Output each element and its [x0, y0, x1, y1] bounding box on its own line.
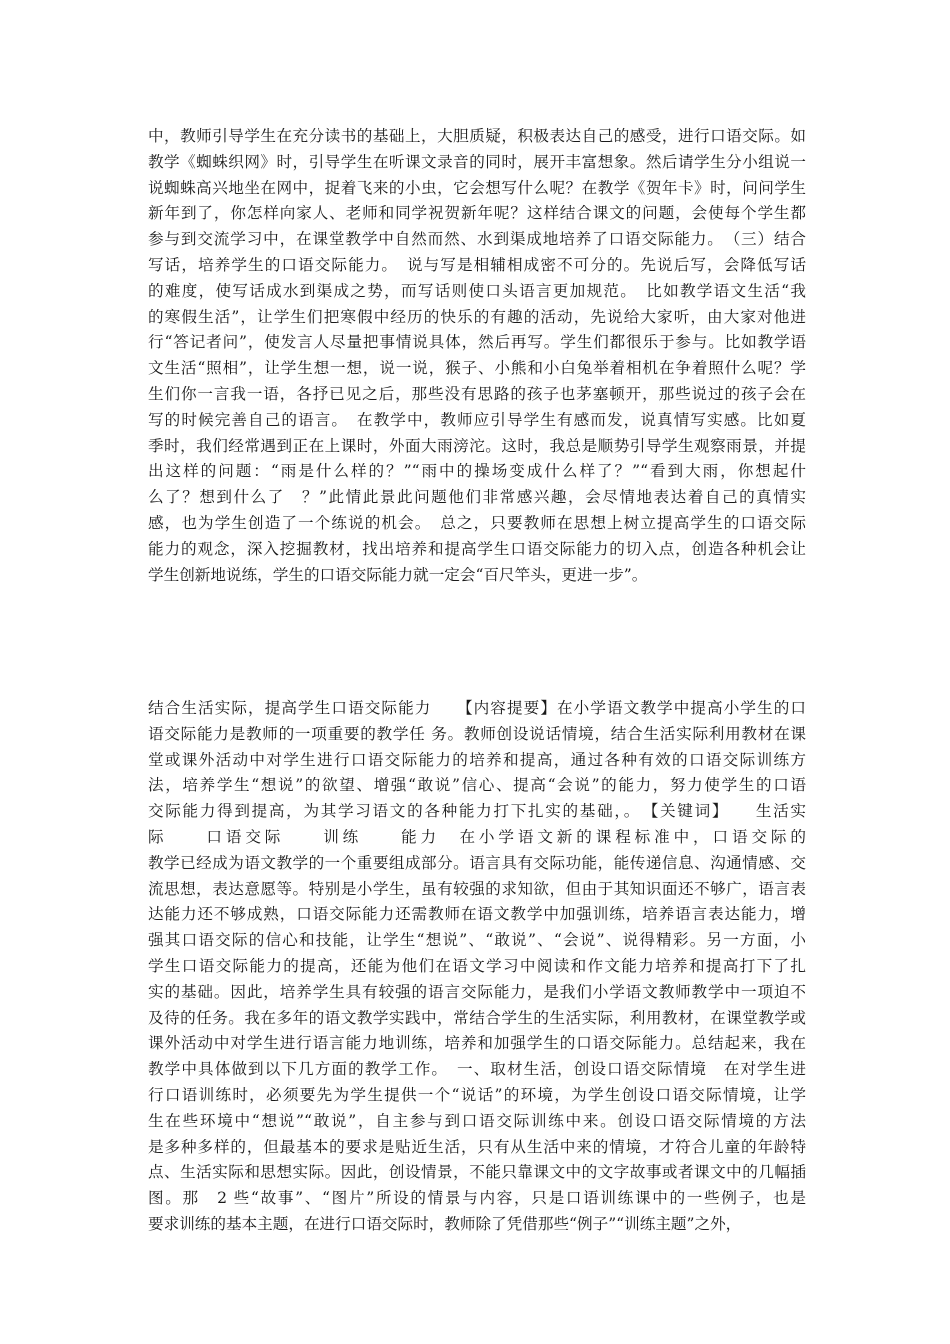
- section2-text-line: 语交际能力是教师的一项重要的教学任 务。教师创设说话情境，结合生活实际利用教材在课: [148, 724, 806, 743]
- section2-text-line: 强其口语交际的信心和技能，让学生“想说”、“敢说”、“会说”、说得精彩。另一方面，小: [148, 931, 806, 950]
- section2-text-line: 结合生活实际，提高学生口语交际能力 【内容提要】在小学语文教学中提高小学生的口: [148, 699, 806, 717]
- section1-text-line: 新年到了，你怎样向家人、老师和同学祝贺新年呢？这样结合课文的问题，会使每个学生都: [148, 204, 806, 223]
- section2-text-line: 交际能力得到提高，为其学习语文的各种能力打下扎实的基础，。 【关键词】 生活实: [148, 802, 806, 821]
- section1-text-line: 教学《蜘蛛织网》时，引导学生在听课文录音的同时，展开丰富想象。然后请学生分小组说一: [148, 152, 806, 171]
- section2-text-line: 际 口语交际 训练 能力 在小学语文新的课程标准中，口语交际的: [148, 827, 806, 846]
- section1-text-line: 写话，培养学生的口语交际能力。 说与写是相辅相成密不可分的。先说后写，会降低写话: [148, 255, 806, 274]
- section1-text-line: 么了？想到什么了 ？”此情此景此问题他们非常感兴趣，会尽情地表达着自己的真情实: [148, 488, 806, 507]
- section1-text-line: 的寒假生活”，让学生们把寒假中经历的快乐的有趣的活动，先说给大家听，由大家对他进: [148, 307, 806, 326]
- section2-text-line: 教学已经成为语文教学的一个重要组成部分。语言具有交际功能，能传递信息、沟通情感、交: [148, 853, 806, 872]
- section1-text-line: 参与到交流学习中，在课堂教学中自然而然、水到渠成地培养了口语交际能力。 （三）结合: [148, 230, 806, 249]
- section2-text-line: 行口语训练时，必须要先为学生提供一个“说话”的环境，为学生创设口语交际情境，让学: [148, 1085, 806, 1104]
- section2-text-line: 法，培养学生“想说”的欲望、增强“敢说”信心、提高“会说”的能力，努力使学生的口语: [148, 776, 806, 795]
- section2-text-line: 堂或课外活动中对学生进行口语交际能力的培养和提高，通过各种有效的口语交际训练方: [148, 750, 806, 769]
- section2-text-line: 实的基础。因此，培养学生具有较强的语言交际能力，是我们小学语文教师教学中一项迫不: [148, 982, 806, 1001]
- section1-text-line: 文生活“照相”，让学生想一想，说一说，猴子、小熊和小白兔举着相机在争着照什么呢？学: [148, 359, 806, 378]
- article-oral-communication: [148, 696, 806, 1238]
- section1-text-line: 写的时候完善自己的语言。 在教学中，教师应引导学生有感而发，说真情写实感。比如夏: [148, 410, 806, 429]
- section2-text-line: 要求训练的基本主题，在进行口语交际时，教师除了凭借那些“例子”“训练主题”之外，: [148, 1214, 742, 1233]
- section1-text-line: 说蜘蛛高兴地坐在网中，捉着飞来的小虫，它会想写什么呢？在教学《贺年卡》时，问问学生: [148, 178, 806, 197]
- section2-text-line: 及待的任务。我在多年的语文教学实践中，常结合学生的生活实际，利用教材，在课堂教学或: [148, 1008, 806, 1027]
- paragraph-block-continuation: [148, 124, 806, 588]
- section2-text-line: 图。那 2 些“故事”、“图片”所设的情景与内容，只是口语训练课中的一些例子，也是: [148, 1189, 806, 1208]
- section1-text-line: 行“答记者问”，使发言人尽量把事情说具体，然后再写。学生们都很乐于参与。比如教学语: [148, 333, 806, 352]
- section2-text-line: 点、生活实际和思想实际。因此，创设情景，不能只靠课文中的文字故事或者课文中的几幅插: [148, 1163, 806, 1182]
- section2-text-line: 流思想，表达意愿等。特别是小学生，虽有较强的求知欲，但由于其知识面还不够广，语言表: [148, 879, 806, 898]
- section1-text-line: 季时，我们经常遇到正在上课时，外面大雨滂沱。这时，我总是顺势引导学生观察雨景，并提: [148, 436, 806, 455]
- section1-text-line: 学生创新地说练，学生的口语交际能力就一定会“百尺竿头，更进一步”。: [148, 565, 648, 584]
- section2-text-line: 达能力还不够成熟，口语交际能力还需教师在语文教学中加强训练，培养语言表达能力，增: [148, 905, 806, 924]
- section1-text-line: 感，也为学生创造了一个练说的机会。 总之，只要教师在思想上树立提高学生的口语交际: [148, 513, 806, 532]
- section1-text-line: 出这样的问题：“雨是什么样的？”“雨中的操场变成什么样了？”“看到大雨，你想起什: [148, 462, 806, 481]
- section2-text-line: 课外活动中对学生进行语言能力地训练，培养和加强学生的口语交际能力。总结起来，我在: [148, 1034, 806, 1053]
- section1-text-line: 的难度，使写话成水到渠成之势，而写话则使口头语言更加规范。 比如教学语文生活“我: [148, 281, 806, 300]
- section2-text-line: 教学中具体做到以下几方面的教学工作。 一、取材生活，创设口语交际情境 在对学生进: [148, 1060, 806, 1079]
- section1-text-line: 能力的观念，深入挖掘教材，找出培养和提高学生口语交际能力的切入点，创造各种机会让: [148, 539, 806, 558]
- section2-text-line: 学生口语交际能力的提高，还能为他们在语文学习中阅读和作文能力培养和提高打下了扎: [148, 956, 806, 975]
- section1-text-line: 生们你一言我一语，各抒已见之后，那些没有思路的孩子也茅塞顿开，那些说过的孩子会在: [148, 384, 806, 403]
- section2-text-line: 是多种多样的，但最基本的要求是贴近生活，只有从生活中来的情境，才符合儿童的年龄特: [148, 1137, 806, 1156]
- section1-text-line: 中，教师引导学生在充分读书的基础上，大胆质疑，积极表达自己的感受，进行口语交际。如: [148, 127, 806, 145]
- section2-text-line: 生在些环境中“想说”“敢说”，自主参与到口语交际训练中来。创设口语交际情境的方法: [148, 1111, 806, 1130]
